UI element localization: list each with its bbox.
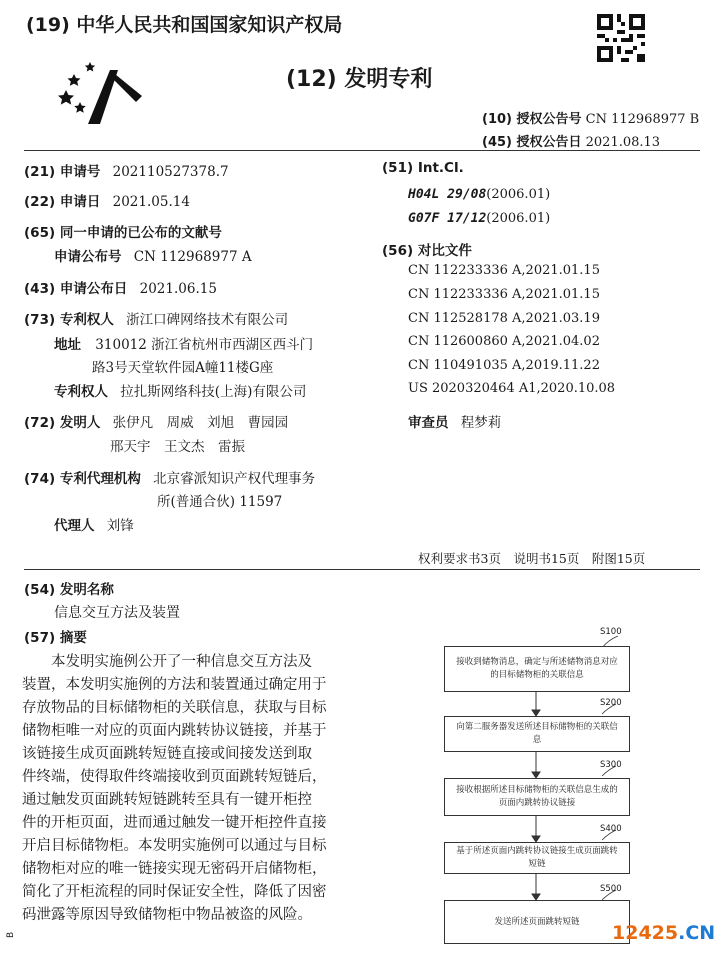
ipc-label [382, 160, 464, 176]
application-number-value: 202110527378.7 [112, 164, 229, 180]
ipc-row-1 [408, 183, 550, 202]
flow-step-box: 基于所述页面内跳转协议链接生成页面跳转短链 [444, 842, 630, 874]
publication-date-label: (45) 授权公告日 [482, 135, 582, 150]
prior-publication-heading: (65) 同一申请的已公布的文献号 [24, 225, 222, 241]
flow-step-id: S300 [600, 760, 622, 770]
abstract-heading: (57) 摘要 [24, 630, 87, 646]
application-date-label: (22) 申请日 [24, 194, 101, 210]
prior-publication-row [54, 245, 252, 265]
reference-item: CN 110491035 A,2019.11.22 [408, 358, 600, 373]
prior-publication-label [24, 221, 222, 241]
flow-step-box: 发送所述页面跳转短链 [444, 900, 630, 944]
ipc-code: G07F 17/12 [408, 211, 487, 226]
inventors-line-1: 张伊凡 周威 刘旭 曹园园 [112, 415, 289, 431]
flow-step-id: S500 [600, 884, 622, 894]
examiner-value: 程梦莉 [460, 415, 502, 431]
publication-date-43-label: (43) 申请公布日 [24, 281, 128, 297]
publication-date-43-row [24, 277, 217, 297]
inventors-row [24, 411, 288, 431]
flow-step-id: S100 [600, 627, 622, 637]
publication-number-label: (10) 授权公告号 [482, 112, 582, 127]
refs-heading: (56) 对比文件 [382, 243, 472, 259]
invention-title: 信息交互方法及装置 [54, 605, 180, 621]
header-divider [24, 150, 700, 151]
patentee2-label: 专利权人 [54, 384, 108, 400]
ipc-code: H04L 29/08 [408, 187, 487, 202]
examiner-row [408, 411, 501, 431]
address-line-2: 路3号天堂软件园A幢11楼G座 [92, 360, 274, 376]
inventors-line-2: 邢天宇 王文杰 雷振 [110, 439, 245, 455]
abstract-line: 简化了开柜流程的同时保证安全性，降低了因密 [22, 884, 327, 900]
inventors-label: (72) 发明人 [24, 415, 101, 431]
invention-title-label [24, 578, 114, 598]
agency-line-2: 所(普通合伙) 11597 [157, 494, 283, 510]
abstract-line: 本发明实施例公开了一种信息交互方法及 [22, 654, 312, 670]
site-watermark [612, 922, 715, 944]
abstract-line: 通过触发页面跳转短链跳转至具有一键开柜控 [22, 792, 312, 808]
abstract-line: 开启目标储物柜。本发明实施例可以通过与目标 [22, 838, 327, 854]
application-number-row [24, 160, 229, 180]
agency-label: (74) 专利代理机构 [24, 471, 141, 487]
publication-number-row [482, 108, 699, 127]
abstract-line: 存放物品的目标储物柜的关联信息，获取与目标 [22, 700, 327, 716]
invention-title-heading: (54) 发明名称 [24, 582, 114, 598]
abstract-line: 该链接生成页面跳转短链直接或间接发送到取 [22, 746, 312, 762]
application-date-row [24, 190, 190, 210]
publication-number-value: CN 112968977 B [585, 112, 700, 127]
prior-publication-sub-label: 申请公布号 [54, 249, 122, 265]
page-counts: 权利要求书3页 说明书15页 附图15页 [418, 551, 646, 566]
reference-item: US 2020320464 A1,2020.10.08 [408, 381, 616, 396]
ipc-row-2 [408, 207, 550, 226]
ipc-date: (2006.01) [486, 187, 551, 202]
patentee2-value: 拉扎斯网络科技(上海)有限公司 [120, 384, 307, 400]
patentee-row [24, 308, 288, 328]
agency-line-1: 北京睿派知识产权代理事务 [153, 471, 316, 487]
address-line-1: 310012 浙江省杭州市西湖区西斗门 [95, 337, 314, 353]
office-title: (19) 中华人民共和国国家知识产权局 [26, 14, 343, 36]
patentee-label: (73) 专利权人 [24, 312, 114, 328]
reference-item: CN 112233336 A,2021.01.15 [408, 263, 600, 278]
application-date-value: 2021.05.14 [112, 194, 190, 210]
ipc-date: (2006.01) [486, 211, 551, 226]
agent-value: 刘锋 [106, 518, 134, 534]
abstract-line: 码泄露等原因导致储物柜中物品被盗的风险。 [22, 907, 312, 923]
patentee2-row [54, 380, 306, 400]
abstract-line: 储物柜唯一对应的页面内跳转协议链接，并基于 [22, 723, 327, 739]
agency-row [24, 467, 315, 487]
abstract-line: 件的开柜页面，进而通过触发一键开柜控件直接 [22, 815, 327, 831]
address-label: 地址 [54, 337, 81, 353]
agent-row [54, 514, 134, 534]
flow-step-id: S200 [600, 698, 622, 708]
watermark-suffix: .CN [678, 922, 716, 944]
abstract-line: 储物柜对应的唯一链接实现无密码开启储物柜， [22, 861, 327, 877]
document-type: (12) 发明专利 [286, 67, 433, 92]
side-kind-code: B [6, 931, 16, 938]
agent-label: 代理人 [54, 518, 95, 534]
watermark-number: 12425 [612, 922, 679, 944]
abstract-line: 件终端，使得取件终端接收到页面跳转短链后， [22, 769, 327, 785]
ipc-heading: (51) Int.Cl. [382, 160, 464, 176]
publication-date-value: 2021.08.13 [585, 135, 661, 150]
flow-step-box: 接收到储物消息，确定与所述储物消息对应的目标储物柜的关联信息 [444, 646, 630, 692]
flow-step-id: S400 [600, 824, 622, 834]
examiner-label: 审查员 [408, 415, 449, 431]
address-row [54, 333, 313, 353]
counts-divider [24, 569, 700, 570]
abstract-label [24, 626, 87, 646]
publication-date-row [482, 131, 660, 150]
abstract-line: 装置，本发明实施例的方法和装置通过确定用于 [22, 677, 327, 693]
publication-date-43-value: 2021.06.15 [139, 281, 217, 297]
qr-code [597, 14, 645, 62]
application-number-label: (21) 申请号 [24, 164, 101, 180]
reference-item: CN 112600860 A,2021.04.02 [408, 334, 600, 349]
reference-item: CN 112233336 A,2021.01.15 [408, 287, 600, 302]
patentee-value: 浙江口碑网络技术有限公司 [126, 312, 289, 328]
flow-step-box: 向第二服务器发送所述目标储物柜的关联信息 [444, 716, 630, 752]
flow-step-box: 接收根据所述目标储物柜的关联信息生成的页面内跳转协议链接 [444, 778, 630, 816]
reference-item: CN 112528178 A,2021.03.19 [408, 311, 600, 326]
prior-publication-value: CN 112968977 A [133, 249, 252, 265]
refs-label [382, 239, 472, 259]
cnipa-emblem-icon [58, 56, 154, 126]
